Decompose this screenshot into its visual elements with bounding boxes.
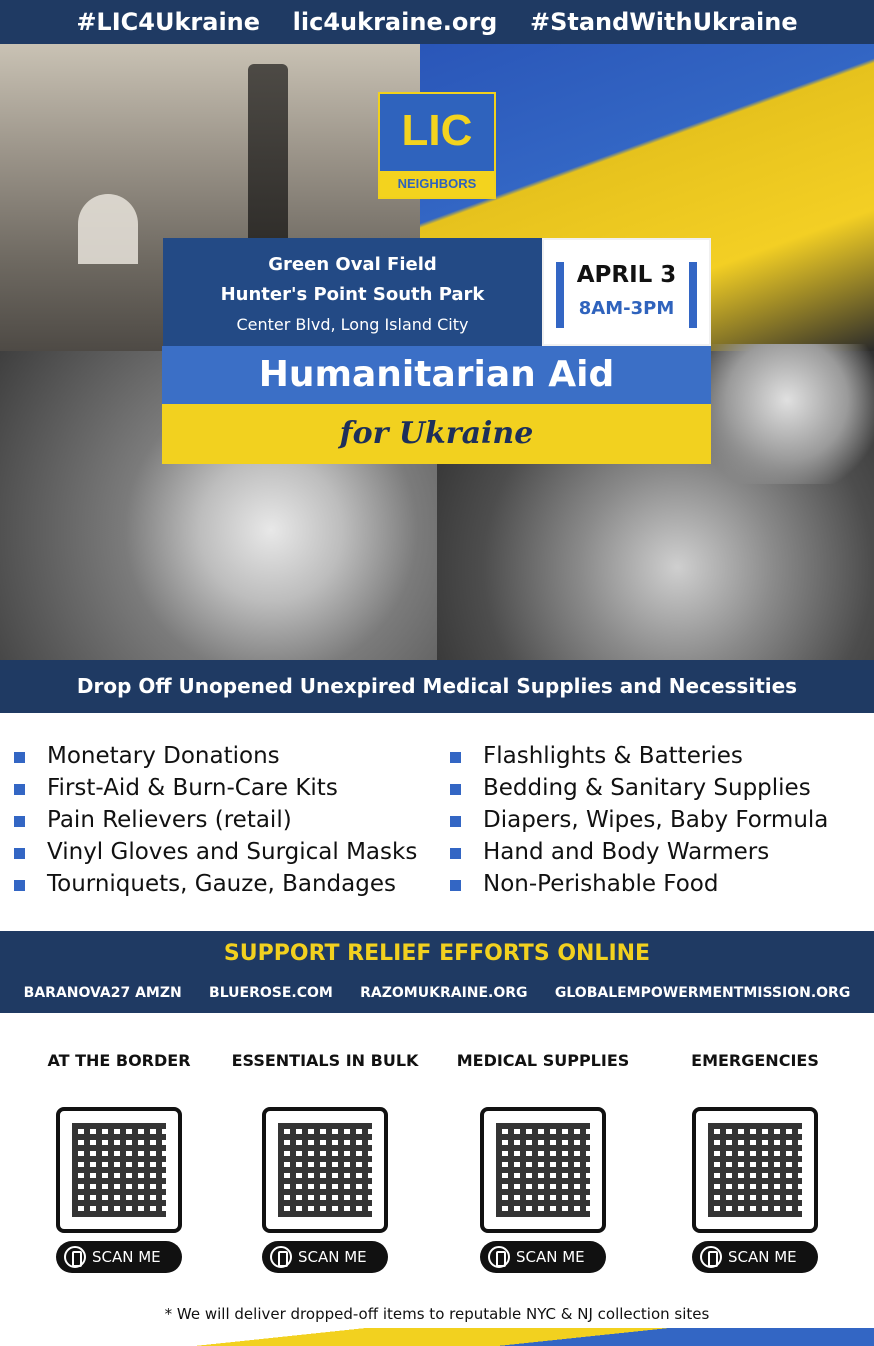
support-online-banner bbox=[0, 931, 874, 1013]
title-humanitarian-aid: Humanitarian Aid bbox=[162, 346, 711, 404]
qr-code[interactable] bbox=[262, 1107, 388, 1233]
qr-category-label: EMERGENCIES bbox=[691, 1051, 819, 1070]
link-baranova27-amzn[interactable]: BARANOVA27 AMZN bbox=[23, 985, 182, 1001]
dropoff-banner: Drop Off Unopened Unexpired Medical Supplies and Necessities bbox=[0, 660, 874, 713]
list-item: Hand and Body Warmers bbox=[450, 836, 828, 868]
top-banner bbox=[0, 0, 874, 44]
scan-me-badge: SCAN ME bbox=[692, 1241, 818, 1273]
list-item: Vinyl Gloves and Surgical Masks bbox=[14, 836, 417, 868]
supply-list-left bbox=[14, 740, 417, 900]
phone-icon bbox=[700, 1246, 722, 1268]
venue-address: Center Blvd, Long Island City bbox=[236, 315, 469, 334]
website-link[interactable]: lic4ukraine.org bbox=[292, 8, 498, 36]
event-time: 8AM-3PM bbox=[578, 298, 675, 319]
list-item: Pain Relievers (retail) bbox=[14, 804, 417, 836]
qr-code-icon bbox=[496, 1123, 590, 1217]
qr-medical-supplies bbox=[443, 1051, 643, 1266]
support-links bbox=[0, 985, 874, 1001]
qr-code[interactable] bbox=[56, 1107, 182, 1233]
qr-category-label: MEDICAL SUPPLIES bbox=[456, 1051, 630, 1070]
link-razomukraine[interactable]: RAZOMUKRAINE.ORG bbox=[360, 985, 528, 1001]
scan-me-badge: SCAN ME bbox=[56, 1241, 182, 1273]
supply-list-right bbox=[450, 740, 828, 900]
lic-neighbors-logo bbox=[378, 92, 496, 199]
list-item: Bedding & Sanitary Supplies bbox=[450, 772, 828, 804]
list-item: Monetary Donations bbox=[14, 740, 417, 772]
hashtag-standwithukraine: #StandWithUkraine bbox=[529, 8, 798, 36]
venue-line-2: Hunter's Point South Park bbox=[220, 284, 485, 305]
scan-me-badge: SCAN ME bbox=[262, 1241, 388, 1273]
church-silhouette bbox=[78, 194, 138, 264]
square-bullet-icon bbox=[450, 848, 461, 859]
square-bullet-icon bbox=[450, 784, 461, 795]
square-bullet-icon bbox=[14, 880, 25, 891]
event-date: APRIL 3 bbox=[576, 262, 677, 288]
qr-category-label: ESSENTIALS IN BULK bbox=[231, 1051, 419, 1070]
date-box bbox=[542, 238, 711, 346]
phone-icon bbox=[270, 1246, 292, 1268]
list-item: Tourniquets, Gauze, Bandages bbox=[14, 868, 417, 900]
link-globalempowermentmission[interactable]: GLOBALEMPOWERMENTMISSION.ORG bbox=[554, 985, 851, 1001]
square-bullet-icon bbox=[14, 784, 25, 795]
qr-category-label: AT THE BORDER bbox=[47, 1051, 191, 1070]
square-bullet-icon bbox=[14, 752, 25, 763]
logo-main-text: LIC bbox=[401, 106, 473, 155]
support-title: SUPPORT RELIEF EFFORTS ONLINE bbox=[223, 941, 651, 966]
list-item: First-Aid & Burn-Care Kits bbox=[14, 772, 417, 804]
venue-box bbox=[163, 238, 542, 346]
qr-at-the-border bbox=[19, 1051, 219, 1266]
square-bullet-icon bbox=[450, 880, 461, 891]
list-item: Non-Perishable Food bbox=[450, 868, 828, 900]
phone-icon bbox=[488, 1246, 510, 1268]
link-bluerose[interactable]: BLUEROSE.COM bbox=[209, 985, 333, 1001]
title-for-ukraine: for Ukraine bbox=[162, 404, 711, 464]
footnote: * We will deliver dropped-off items to reputable NYC & NJ collection sites bbox=[164, 1305, 710, 1323]
logo-sub-text: NEIGHBORS bbox=[380, 171, 494, 197]
list-item: Diapers, Wipes, Baby Formula bbox=[450, 804, 828, 836]
list-item: Flashlights & Batteries bbox=[450, 740, 828, 772]
qr-code[interactable] bbox=[692, 1107, 818, 1233]
footer-flag-stripe bbox=[0, 1328, 874, 1346]
venue-line-1: Green Oval Field bbox=[268, 254, 437, 275]
square-bullet-icon bbox=[450, 752, 461, 763]
square-bullet-icon bbox=[14, 816, 25, 827]
phone-icon bbox=[64, 1246, 86, 1268]
qr-essentials-in-bulk bbox=[225, 1051, 425, 1266]
scan-me-badge: SCAN ME bbox=[480, 1241, 606, 1273]
qr-code-icon bbox=[278, 1123, 372, 1217]
hashtag-lic4ukraine: #LIC4Ukraine bbox=[76, 8, 261, 36]
smoke-overlay bbox=[700, 344, 874, 484]
qr-code-icon bbox=[72, 1123, 166, 1217]
qr-code[interactable] bbox=[480, 1107, 606, 1233]
motherland-statue-silhouette bbox=[248, 64, 288, 264]
qr-emergencies bbox=[655, 1051, 855, 1266]
qr-codes-section bbox=[0, 1013, 874, 1346]
qr-code-icon bbox=[708, 1123, 802, 1217]
square-bullet-icon bbox=[450, 816, 461, 827]
square-bullet-icon bbox=[14, 848, 25, 859]
